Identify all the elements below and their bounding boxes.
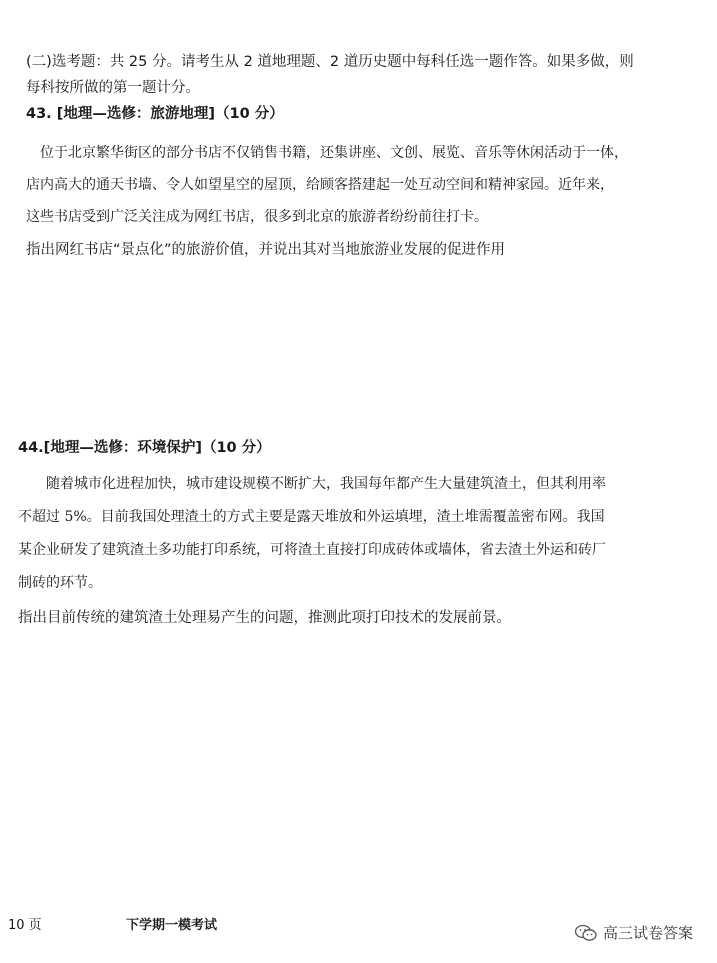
q43-question: 指出网红书店“景点化”的旅游价值，并说出其对当地旅游业发展的促进作用: [26, 242, 506, 258]
q44-para-line3: 某企业研发了建筑渣土多功能打印系统，可将渣土直接打印成砖体或墙体，省去渣土外运和砖厂: [18, 542, 606, 558]
q43-para-line1: 位于北京繁华街区的部分书店不仅销售书籍，还集讲座、文创、展览、音乐等休闲活动于一体，: [40, 145, 628, 161]
q44-para-line1: 随着城市化进程加快，城市建设规模不断扩大，我国每年都产生大量建筑渣土，但其利用率: [46, 476, 606, 492]
q43-para-line3: 这些书店受到广泛关注成为网红书店，很多到北京的旅游者纷纷前往打卡。: [26, 209, 488, 225]
section-header-line2: 每科按所做的第一题计分。: [26, 80, 200, 96]
wechat-icon: [575, 924, 597, 942]
footer-page-number: 10 页: [8, 918, 42, 933]
q43-title: 43. [地理—选修：旅游地理]（10 分）: [26, 106, 284, 122]
watermark: [575, 922, 693, 943]
section-header-line1: (二)选考题：共 25 分。请考生从 2 道地理题、2 道历史题中每科任选一题作答。如果多做，则: [26, 54, 634, 70]
q44-para-line2: 不超过 5%。目前我国处理渣土的方式主要是露天堆放和外运填埋，渣土堆需覆盖密布网。我国: [18, 509, 605, 525]
footer-exam-name: 下学期一模考试: [126, 918, 218, 933]
q44-para-line4: 制砖的环节。: [18, 575, 102, 591]
watermark-text: 高三试卷答案: [602, 924, 693, 942]
q43-para-line2: 店内高大的通天书墙、令人如望星空的屋顶，给顾客搭建起一处互动空间和精神家园。近年来，: [26, 177, 614, 193]
q44-title: 44.[地理—选修：环境保护]（10 分）: [18, 440, 271, 456]
q44-question: 指出目前传统的建筑渣土处理易产生的问题，推测此项打印技术的发展前景。: [18, 610, 511, 626]
